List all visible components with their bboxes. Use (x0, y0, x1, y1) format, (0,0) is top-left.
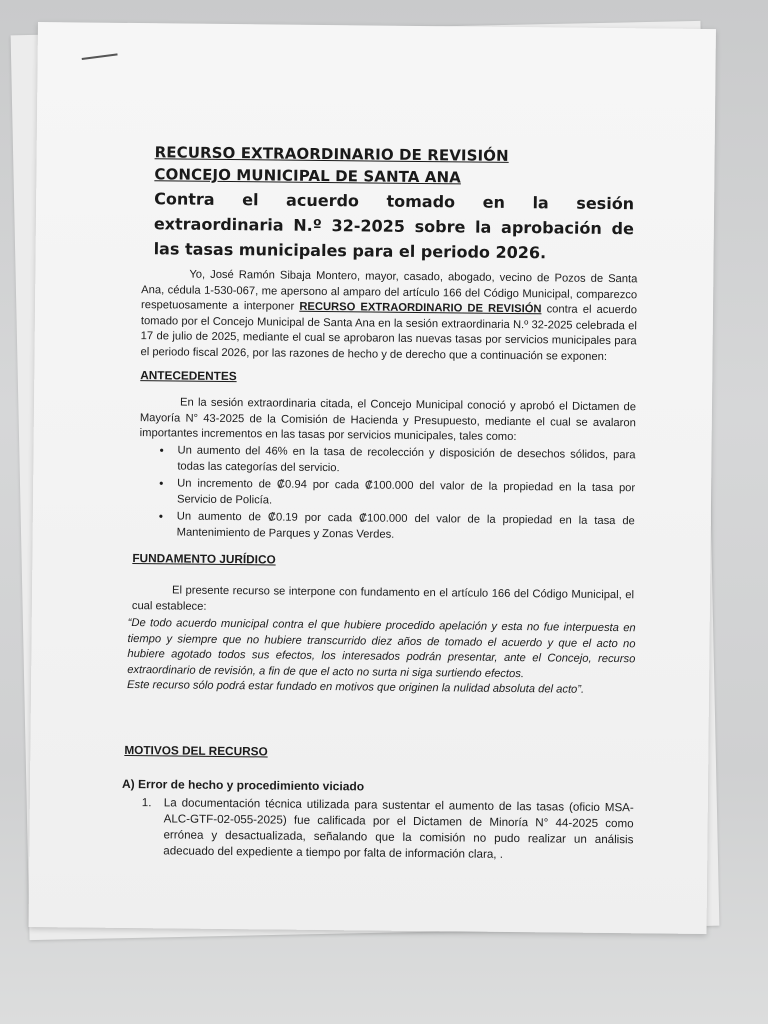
list-item (139, 509, 635, 545)
document-page (29, 22, 716, 934)
motivo-a-heading: A) Error de hecho y procedimiento viciado (121, 776, 365, 794)
quote-closing: Este recurso sólo podrá estar fundado en motivos que originen la nulidad absoluta del acto”. (126, 679, 585, 697)
intro-emphasis: RECURSO EXTRAORDINARIO DE REVISIÓN (299, 300, 542, 316)
list-item (139, 476, 635, 512)
intro-text-start: Yo, José Ramón Sibaja Montero, mayor, casado, abogado, vecino de Pozos de Santa Ana, cédula 1-530-067, me apersono al amparo del artículo 166 del Código Municipal, comparezco respetuosamente a interponer (140, 268, 638, 313)
bullet-icon: • (159, 443, 164, 458)
document-institution: CONCEJO MUNICIPAL DE SANTA ANA (154, 165, 462, 187)
antecedentes-heading: ANTECEDENTES (140, 368, 237, 384)
numbered-item (121, 795, 634, 864)
pen-mark (82, 53, 118, 60)
list-item-text: Un aumento del 46% en la tasa de recolección y disposición de desechos sólidos, para todas las categorías del servicio. (177, 444, 636, 474)
document-subtitle: Contra el acuerdo tomado en la sesión extraordinaria N.º 32-2025 sobre la aprobación de las tasas municipales para el periodo 2026. (153, 189, 635, 263)
item-text: La documentación técnica utilizada para sustentar el aumento de las tasas (oficio MSA-ALC-GTF-02-055-2025) fue calificada por el Dictamen de Minoría N° 44-2025 como errónea y desactualizada, señalando que la comisión no pudo realizar un análisis adecuado del expediente a tiempo por falta de información clara, . (163, 796, 634, 861)
intro-paragraph (140, 267, 637, 366)
intro-text-end: contra el acuerdo tomado por el Concejo Municipal de Santa Ana en la sesión extraordinaria N.º 32-2025 celebrada el 17 de julio de 2025, mediante el cual se aprobaron las nuevas tasas por servicios municipales para el periodo fiscal 2026, por las razones de hecho y de derecho que a continuación se exponen: (140, 303, 638, 363)
list-item-text: Un incremento de ₡0.94 por cada ₡100.000 del valor de la propiedad en la tasa por Servicio de Policía. (176, 477, 636, 507)
bullet-icon: • (158, 509, 164, 524)
antecedentes-paragraph: En la sesión extraordinaria citada, el Concejo Municipal conoció y aprobó el Dictamen de Mayoría N° 43-2025 de la Comisión de Hacienda y Presupuesto, mediante el cual se avalaron importantes incrementos en las tasas por servicios municipales, tales como: (139, 396, 637, 444)
antecedentes-list (139, 443, 636, 548)
motivos-heading: MOTIVOS DEL RECURSO (124, 742, 268, 759)
list-item-text: Un aumento de ₡0.19 por cada ₡100.000 del valor de la propiedad en la tasa de Mantenimiento de Parques y Zonas Verdes. (176, 510, 635, 541)
quote-body: “De todo acuerdo municipal contra el que hubiere procedido apelación y esta no fue interpuesta en tiempo y siempre que no hubiere transcurrido diez años de tomado el acuerdo y que el acto no hubiere agotado todos sus efectos, los interesados podrán presentar, ante el Concejo, recurso extraordinario de revisión, a fin de que el acto no surta ni siga surtiendo efectos. (127, 616, 636, 680)
fundamento-paragraph: El presente recurso se interpone con fundamento en el artículo 166 del Código Municipal, el cual establece: (131, 584, 635, 613)
document-title: RECURSO EXTRAORDINARIO DE REVISIÓN (154, 143, 509, 165)
legal-quote (127, 616, 636, 699)
bullet-icon: • (159, 476, 164, 491)
fundamento-heading: FUNDAMENTO JURÍDICO (132, 551, 276, 567)
title-block (154, 141, 635, 266)
item-number: 1. (141, 796, 152, 810)
list-item (139, 443, 635, 479)
